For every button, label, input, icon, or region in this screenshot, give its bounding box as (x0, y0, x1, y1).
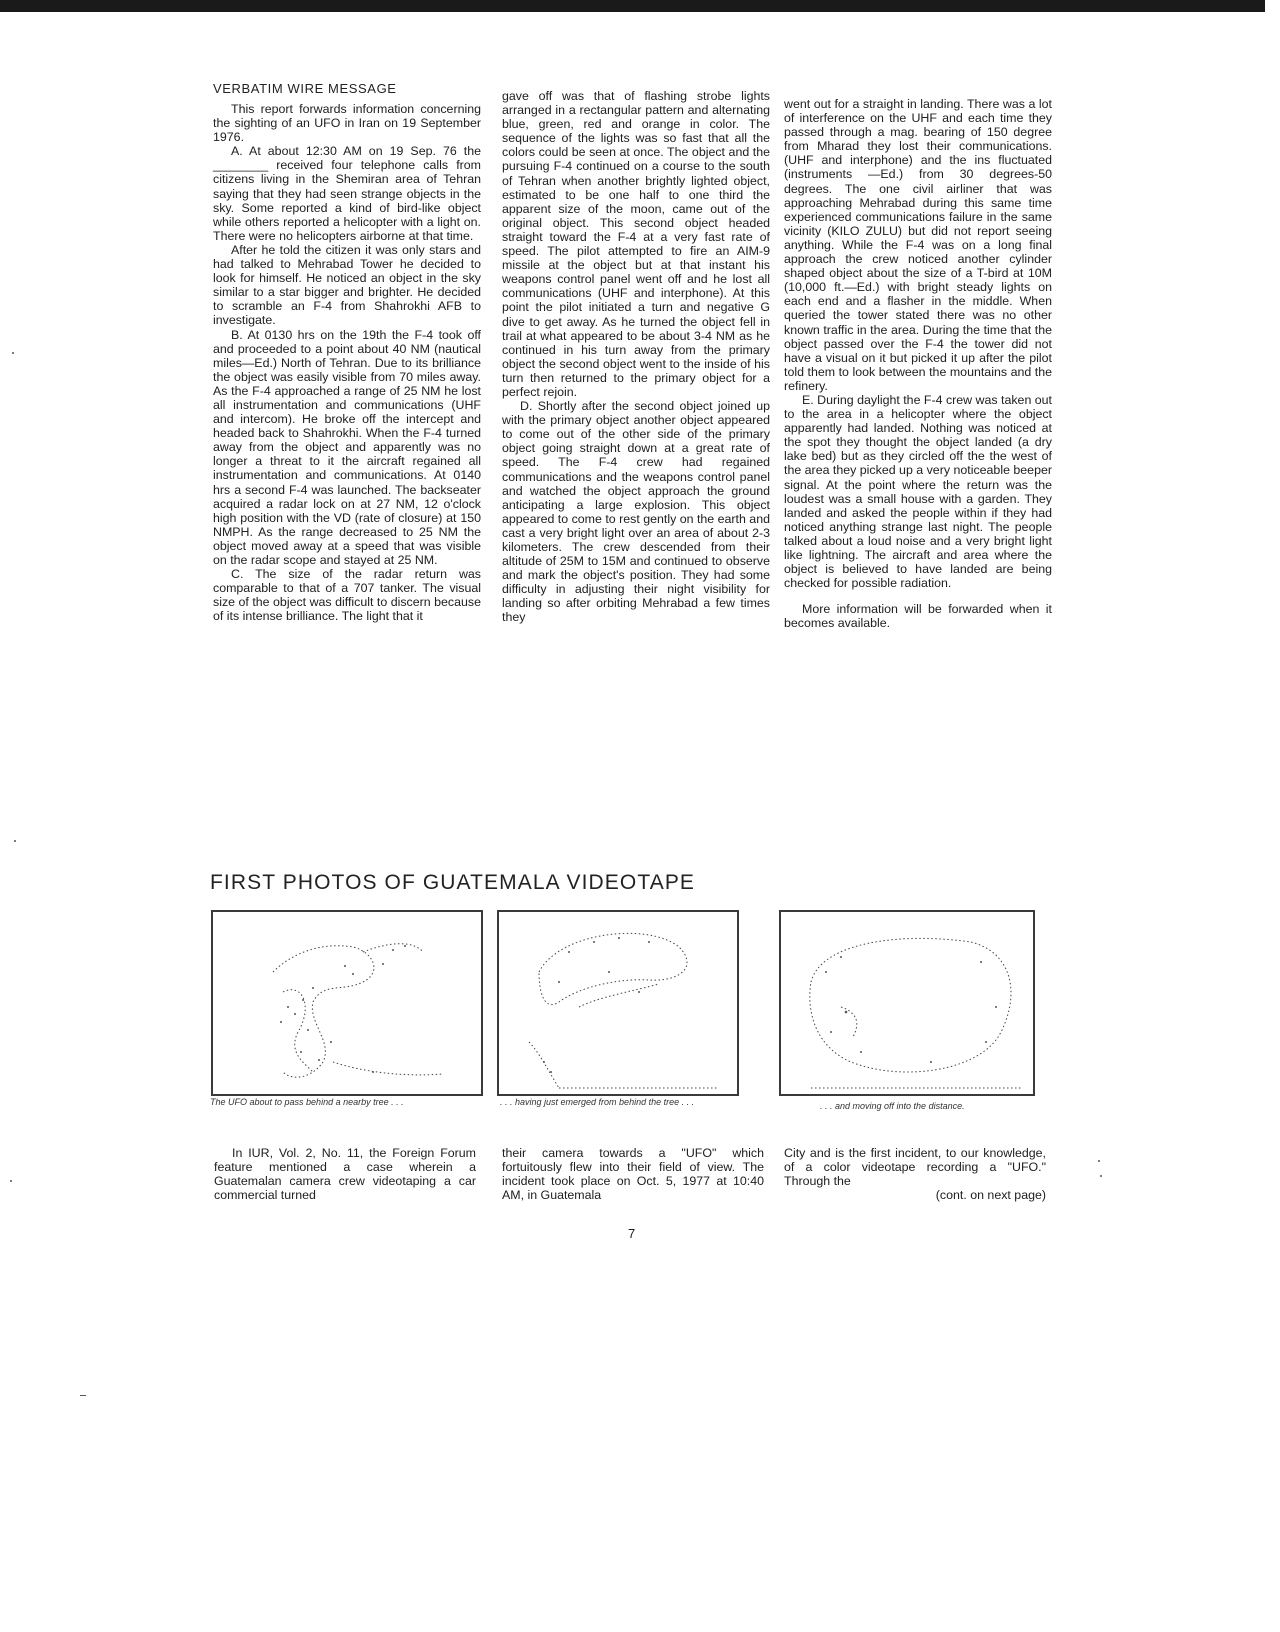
paragraph: This report forwards information concerning the sighting of an UFO in Iran on 19 September 1976. (213, 102, 481, 145)
video-still-1-graphic (213, 912, 481, 1094)
article-column-1 (213, 102, 481, 623)
paragraph: After he told the citizen it was only stars and had talked to Mehrabad Tower he decided to look for himself. He noticed an object in the sky similar to a star bigger and brighter. He decided to scramble an F-4 from Shahrokhi AFB to investigate. (213, 242, 481, 328)
video-still-3-graphic (781, 912, 1033, 1094)
photo-caption-2: . . . having just emerged from behind the tree . . . (500, 1097, 695, 1107)
video-still-1 (211, 910, 483, 1096)
photo-caption-1: The UFO about to pass behind a nearby tree . . . (210, 1097, 404, 1107)
photo-caption-3: . . . and moving off into the distance. (820, 1101, 965, 1111)
paragraph: D. Shortly after the second object joined up with the primary object another object appeared to come out of the other side of the primary object going straight down at a great rate of speed. The F-4 crew had regained communications and the weapons control panel and watched the object approach the ground anticipating a large explosion. This object appeared to come to rest gently on the earth and cast a very bright light over an area of about 2-3 kilometers. The crew descended from their altitude of 25M to 15M and continued to observe and mark the object's position. They had some difficulty in adjusting their night visibility for landing so after orbiting Mehrabad a few times they (502, 399, 770, 625)
feature-column-2 (502, 1146, 764, 1202)
paragraph: their camera towards a "UFO" which fortuitously flew into their field of view. The incident took place on Oct. 5, 1977 at 10:40 AM, in Guatemala (502, 1146, 764, 1203)
scan-speck (1100, 1175, 1102, 1177)
feature-column-3 (784, 1146, 1046, 1202)
video-still-2 (497, 910, 739, 1096)
paragraph: C. The size of the radar return was comparable to that of a 707 tanker. The visual size of the object was difficult to discern because of its intense brilliance. The light that it (213, 567, 481, 624)
paragraph: B. At 0130 hrs on the 19th the F-4 took off and proceeded to a point about 40 NM (nautical miles—Ed.) North of Tehran. Due to its brilliance the object was easily visible from 70 miles away. As the F-4 approached a range of 25 NM he lost all instrumentation and communications (UHF and intercom). He broke off the intercept and headed back to Shahrokhi. When the F-4 turned away from the object and apparently was no longer a threat to it the aircraft regained all instrumentation and communications. At 0140 hrs a second F-4 was launched. The backseater acquired a radar lock on at 27 NM, 12 o'clock high position with the VD (rate of closure) at 150 NMPH. As the range decreased to 25 NM the object moved away at a speed that was visible on the radar scope and stayed at 25 NM. (213, 327, 481, 567)
paragraph: A. At about 12:30 AM on 19 Sep. 76 the ________ received four telephone calls from citizens living in the Shemiran area of Tehran saying that they had seen strange objects in the sky. Some reported a kind of bird-like object while others reported a helicopter with a light on. There were no helicopters airborne at that time. (213, 144, 481, 243)
video-still-2-graphic (499, 912, 737, 1094)
scan-speck (1098, 1160, 1100, 1162)
article-column-3 (784, 97, 1052, 630)
page-number: 7 (628, 1226, 636, 1241)
feature-column-1 (214, 1146, 476, 1202)
article-heading: VERBATIM WIRE MESSAGE (213, 81, 397, 96)
feature-headline: FIRST PHOTOS OF GUATEMALA VIDEOTAPE (210, 871, 696, 894)
paragraph: gave off was that of flashing strobe lights arranged in a rectangular pattern and alternating blue, green, red and orange in color. The sequence of the lights was so fast that all the colors could be seen at once. The object and the pursuing F-4 continued on a course to the south of Tehran when another brightly lighted object, estimated to be one half to one third the apparent size of the moon, came out of the original object. This second object headed straight toward the F-4 at a very fast rate of speed. The pilot attempted to fire an AIM-9 missile at the object but at that instant his weapons control panel went off and he lost all communications (UHF and interphone). At this point the pilot initiated a turn and negative G dive to get away. As he turned the object fell in trail at what appeared to be about 3-4 NM as he continued in his turn away from the primary object the second object went to the inside of his turn then returned to the primary object for a perfect rejoin. (502, 89, 770, 399)
top-border-rule (0, 0, 1265, 12)
paragraph: went out for a straight in landing. There was a lot of interference on the UHF and each time they passed through a mag. bearing of 150 degree from Mharad they lost their communications. (UHF and interphone) and the ins fluctuated (instruments —Ed.) from 30 degrees-50 degrees. The one civil airliner that was approaching Mehrabad during this same time experienced communications failure in the same vicinity (KILO ZULU) but did not report seeing anything. While the F-4 was on a long final approach the crew noticed another cylinder shaped object about the size of a T-bird at 10M (10,000 ft.—Ed.) with bright steady lights on each end and a flasher in the middle. When queried the tower stated there was no other known traffic in the area. During the time that the object passed over the F-4 the tower did not have a visual on it but picked it up after the pilot told them to look between the mountains and the refinery. (784, 97, 1052, 393)
paragraph: City and is the first incident, to our knowledge, of a color videotape recording a "UFO." Through the (784, 1146, 1046, 1189)
video-still-3 (779, 910, 1035, 1096)
scan-speck (80, 1395, 86, 1396)
scan-speck (14, 840, 16, 842)
paragraph: In IUR, Vol. 2, No. 11, the Foreign Forum feature mentioned a case wherein a Guatemalan camera crew videotaping a car commercial turned (214, 1146, 476, 1203)
continued-note: (cont. on next page) (935, 1188, 1046, 1203)
scan-speck (12, 352, 14, 354)
article-column-2 (502, 89, 770, 625)
paragraph: E. During daylight the F-4 crew was taken out to the area in a helicopter where the object apparently had landed. Nothing was noticed at the spot they thought the object landed (a dry lake bed) but as they circled off the the west of the area they picked up a very noticeable beeper signal. At the point where the return was the loudest was a small house with a garden. They landed and asked the people within if they had noticed anything strange last night. The people talked about a loud noise and a very bright light like lightning. The aircraft and area where the object is believed to have landed are being checked for possible radiation. (784, 392, 1052, 591)
paragraph: More information will be forwarded when it becomes available. (784, 602, 1052, 631)
scan-speck (10, 1180, 12, 1182)
